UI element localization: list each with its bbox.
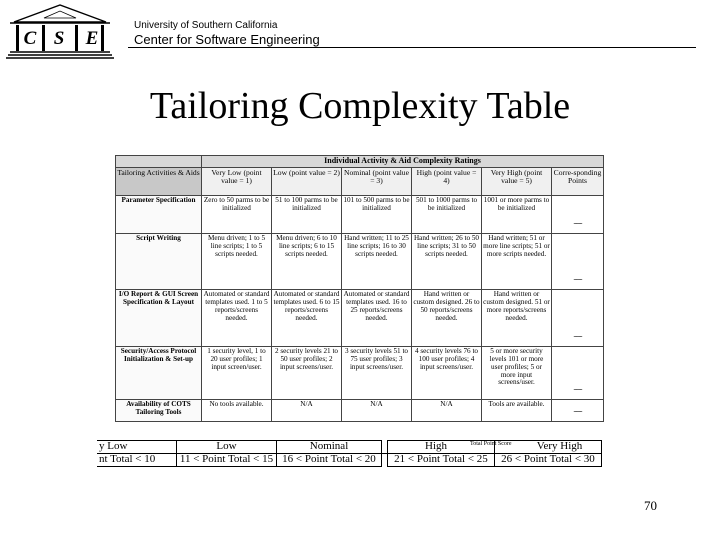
rating-label: y Low — [99, 440, 128, 452]
table-cell: Hand written; 26 to 50 line scripts; 31 to 50 scripts needed. — [412, 233, 482, 289]
table-cell: N/A — [342, 399, 412, 421]
table-cell: Zero to 50 parms to be initialized — [202, 195, 272, 233]
table-cell: 2 security levels 21 to 50 user profiles; 2 input screens/user. — [272, 346, 342, 399]
group-header: Individual Activity & Aid Complexity Ratings — [202, 156, 604, 168]
table-corner — [116, 156, 202, 168]
points-cell — [552, 195, 604, 233]
rating-strip — [97, 440, 602, 467]
row-label: Parameter Specification — [116, 195, 202, 233]
table-cell: 1 security level, 1 to 20 user profiles; 1 input screen/user. — [202, 346, 272, 399]
rating-range: 26 < Point Total < 30 — [501, 453, 595, 465]
points-blank: ------ — [573, 275, 582, 284]
rating-range: 11 < Point Total < 15 — [179, 453, 274, 465]
logo-letter-c: C — [23, 28, 37, 49]
table-cell: Menu driven; 6 to 10 line scripts; 6 to 15 scripts needed. — [272, 233, 342, 289]
row-label: I/O Report & GUI Screen Specification & Layout — [116, 289, 202, 346]
table-row — [116, 346, 604, 399]
table-row — [116, 399, 604, 421]
column-header: Very High (point value = 5) — [482, 167, 552, 195]
rating-label: Low — [216, 440, 237, 452]
table-cell: 5 or more security levels 101 or more user profiles; 5 or more input screens/user. — [482, 346, 552, 399]
column-header: Very Low (point value = 1) — [202, 167, 272, 195]
logo-letter-s: S — [53, 28, 65, 49]
points-blank: ------ — [573, 219, 582, 228]
cse-logo — [6, 2, 114, 60]
column-header: Tailoring Activities & Aids — [116, 167, 202, 195]
table-cell: Hand written; 51 or more line scripts; 51 or more scripts needed. — [482, 233, 552, 289]
table-cell: Automated or standard templates used. 1 to 5 reports/screens needed. — [202, 289, 272, 346]
column-header: Nominal (point value = 3) — [342, 167, 412, 195]
column-header: High (point value = 4) — [412, 167, 482, 195]
table-row — [116, 289, 604, 346]
table-row — [116, 195, 604, 233]
points-cell — [552, 289, 604, 346]
table-cell: Menu driven; 1 to 5 line scripts; 1 to 5 scripts needed. — [202, 233, 272, 289]
column-header: Corre-sponding Points — [552, 167, 604, 195]
points-cell — [552, 233, 604, 289]
table-cell: 1001 or more parms to be initialized — [482, 195, 552, 233]
row-label: Availability of COTS Tailoring Tools — [116, 399, 202, 421]
points-cell — [552, 346, 604, 399]
column-header: Low (point value = 2) — [272, 167, 342, 195]
header-divider — [128, 47, 696, 48]
center-name: Center for Software Engineering — [134, 32, 320, 47]
table-row — [116, 233, 604, 289]
table-cell: N/A — [272, 399, 342, 421]
table-cell: 501 to 1000 parms to be initialized — [412, 195, 482, 233]
table-cell: Hand written or custom designed. 51 or more reports/screens needed. — [482, 289, 552, 346]
points-blank: ------ — [573, 332, 582, 341]
total-score-label: Total Point Score — [470, 441, 512, 447]
rating-range: 21 < Point Total < 25 — [394, 453, 488, 465]
rating-label: Very High — [536, 440, 583, 452]
rating-range: nt Total < 10 — [99, 453, 156, 465]
table-cell: Hand written; 11 to 25 line scripts; 16 to 30 scripts needed. — [342, 233, 412, 289]
table-cell: 3 security levels 51 to 75 user profiles; 3 input screens/user. — [342, 346, 412, 399]
row-label: Security/Access Protocol Initialization & Set-up — [116, 346, 202, 399]
table-cell: N/A — [412, 399, 482, 421]
table-cell: Tools are available. — [482, 399, 552, 421]
rating-label: Nominal — [309, 440, 349, 452]
points-cell — [552, 399, 604, 421]
table-cell: Automated or standard templates used. 16 to 25 reports/screens needed. — [342, 289, 412, 346]
row-label: Script Writing — [116, 233, 202, 289]
table-cell: 51 to 100 parms to be initialized — [272, 195, 342, 233]
complexity-table — [115, 155, 604, 422]
points-blank: ------ — [573, 385, 582, 394]
complexity-table-image — [115, 155, 603, 422]
table-cell: Hand written or custom designed. 26 to 50 reports/screens needed. — [412, 289, 482, 346]
rating-range: 16 < Point Total < 20 — [282, 453, 376, 465]
table-cell: Automated or standard templates used. 6 to 15 reports/screens needed. — [272, 289, 342, 346]
slide-title: Tailoring Complexity Table — [149, 85, 571, 127]
logo-letter-e: E — [85, 28, 99, 49]
university-name: University of Southern California — [134, 20, 278, 31]
table-cell: 101 to 500 parms to be initialized — [342, 195, 412, 233]
page-number: 70 — [644, 498, 657, 513]
points-blank: ------ — [573, 407, 582, 416]
table-cell: 4 security levels 76 to 100 user profiles; 4 input screens/user. — [412, 346, 482, 399]
table-cell: No tools available. — [202, 399, 272, 421]
rating-label: High — [425, 440, 447, 452]
